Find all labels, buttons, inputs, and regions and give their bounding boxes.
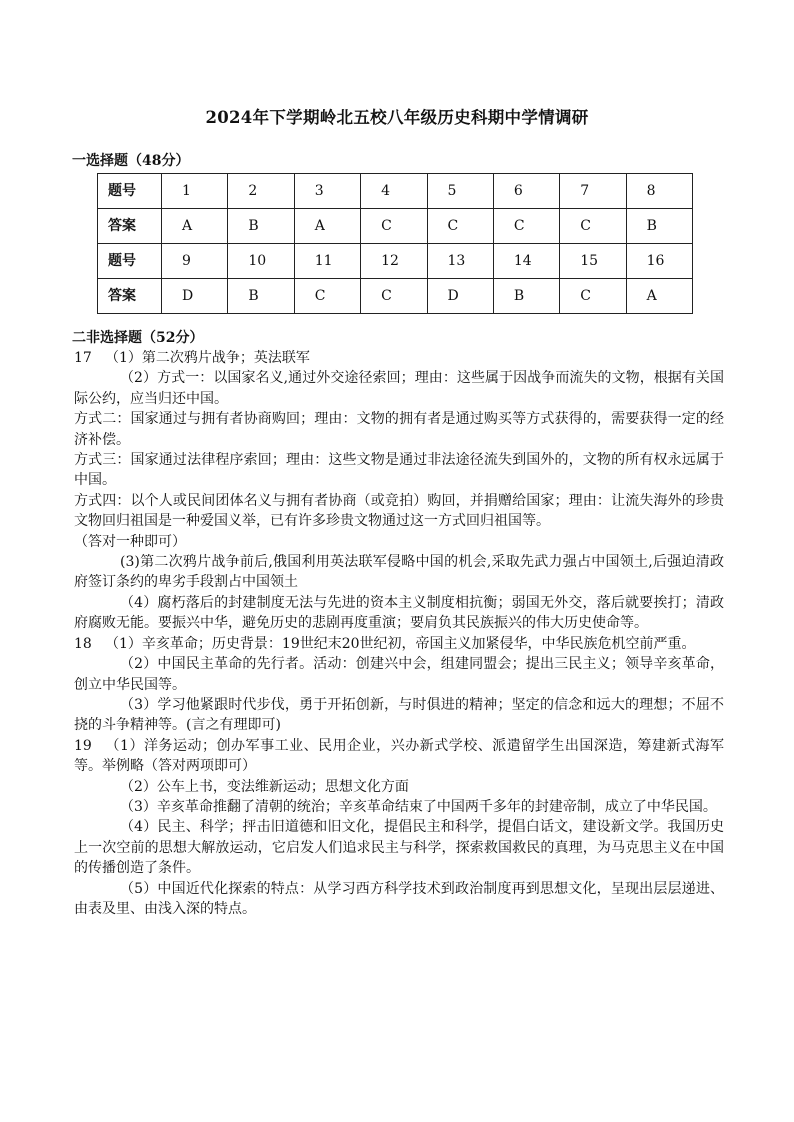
answer-paragraph [74,450,724,491]
question-number-cell: 3 [294,174,360,209]
page-title: 2024年下学期岭北五校八年级历史科期中学情调研 [205,108,589,127]
table-row [98,244,693,279]
answer-cell: A [294,209,360,244]
answer-table [97,173,693,314]
row-label-question: 题号 [98,244,162,279]
question-number-cell: 6 [493,174,559,209]
answer-paragraph [74,695,724,736]
answer-cell: C [560,279,626,314]
answer-cell: B [626,209,692,244]
question-number-cell: 8 [626,174,692,209]
question-number-cell: 4 [361,174,427,209]
answer-text: （答对一种即可） [74,533,186,550]
section-heading-non-choice: 二非选择题（52分） [72,330,204,346]
question-number-cell: 5 [427,174,493,209]
question-number-cell: 2 [228,174,294,209]
answer-text: （1）第二次鸦片战争；英法联军 [105,350,310,366]
answer-text: 方式四：以个人或民间团体名义与拥有者协商（或竞拍）购回，并捐赠给国家；理由：让流失海外的珍贵文物回归祖国是一种爱国义举，已有许多珍贵文物通过这一方式回归祖国等。 [74,492,724,530]
answer-cell: D [162,279,228,314]
answer-paragraph [74,368,724,409]
answer-paragraph [74,654,724,695]
answer-text: 方式二：国家通过与拥有者协商购回；理由：文物的拥有者是通过购买等方式获得的，需要获得一定的经济补偿。 [74,411,724,448]
answer-paragraph [74,797,724,817]
answer-cell: A [626,279,692,314]
question-number-cell: 7 [560,174,626,209]
answer-paragraph [74,532,724,552]
answer-text: （3）学习他紧跟时代步伐，勇于开拓创新，与时俱进的精神；坚定的信念和远大的理想；不屈不挠的斗争精神等。(言之有理即可) [74,696,724,734]
question-number: 18 [74,635,92,652]
section-heading-multiple-choice: 一选择题（48分） [72,153,190,169]
row-label-question: 题号 [98,174,162,209]
answer-text: （2）公车上书，变法维新运动；思想文化方面 [120,778,409,795]
answer-paragraph [74,777,724,797]
answer-text: (3)第二次鸦片战争前后,俄国利用英法联军侵略中国的机会,采取先武力强占中国领土,后强迫清政府签订条约的卑劣手段割占中国领土 [74,554,724,591]
answer-text: （2）方式一：以国家名义,通过外交途径索回；理由：这些属于因战争而流失的文物，根据有关国际公约，应当归还中国。 [74,370,724,407]
question-number-cell: 15 [560,244,626,279]
answer-paragraph [74,491,724,532]
table-row [98,174,693,209]
answer-cell: B [228,209,294,244]
answer-paragraph [74,817,724,878]
question-number-cell: 12 [361,244,427,279]
answer-paragraph [74,409,724,450]
question-number: 17 [74,350,92,366]
answer-paragraph [74,736,724,777]
answer-paragraph [74,552,724,593]
answer-cell: B [493,279,559,314]
answer-cell: B [228,279,294,314]
table-row [98,209,693,244]
answer-text: （3）辛亥革命推翻了清朝的统治；辛亥革命结束了中国两千多年的封建帝制，成立了中华民国。 [120,798,717,815]
answer-text: 方式三：国家通过法律程序索回；理由：这些文物是通过非法途径流失到国外的，文物的所有权永远属于中国。 [74,452,724,489]
answer-cell: C [560,209,626,244]
question-number-cell: 9 [162,244,228,279]
answer-cell: D [427,279,493,314]
answer-text: （2）中国民主革命的先行者。活动：创建兴中会，组建同盟会；提出三民主义；领导辛亥革命，创立中华民国等。 [74,656,724,693]
table-row [98,279,693,314]
answer-cell: C [361,279,427,314]
answer-paragraph [74,348,724,368]
question-number-cell: 1 [162,174,228,209]
question-number-cell: 14 [493,244,559,279]
answer-text: （4）民主、科学；抨击旧道德和旧文化，提倡民主和科学，提倡白话文，建设新文学。我国历史上一次空前的思想大解放运动，它启发人们追求民主与科学，探索救国救民的真理，为马克思主义在中国的传播创造了条件。 [74,819,724,877]
answer-text: （4）腐朽落后的封建制度无法与先进的资本主义制度相抗衡；弱国无外交，落后就要挨打；清政府腐败无能。要振兴中华，避免历史的悲剧再度重演；要肩负其民族振兴的伟大历史使命等。 [74,594,724,632]
question-number-cell: 10 [228,244,294,279]
answer-paragraph [74,879,724,920]
question-number: 19 [74,737,92,754]
answer-text: （5）中国近代化探索的特点：从学习西方科学技术到政治制度再到思想文化，呈现出层层递进、由表及里、由浅入深的特点。 [74,880,724,917]
question-number-cell: 13 [427,244,493,279]
answer-paragraph [74,634,724,654]
question-number-cell: 11 [294,244,360,279]
answer-cell: C [427,209,493,244]
answer-text: （1）辛亥革命；历史背景：19世纪末20世纪初，帝国主义加紧侵华，中华民族危机空前严重。 [105,635,696,652]
answer-text: （1）洋务运动；创办军事工业、民用企业，兴办新式学校、派遣留学生出国深造，筹建新式海军等。举例略（答对两项即可） [74,737,724,775]
row-label-answer: 答案 [98,279,162,314]
answer-cell: C [294,279,360,314]
question-number-cell: 16 [626,244,692,279]
answer-paragraph [74,593,724,634]
answer-cell: A [162,209,228,244]
answer-text-body [74,348,724,919]
answer-cell: C [361,209,427,244]
answer-cell: C [493,209,559,244]
row-label-answer: 答案 [98,209,162,244]
